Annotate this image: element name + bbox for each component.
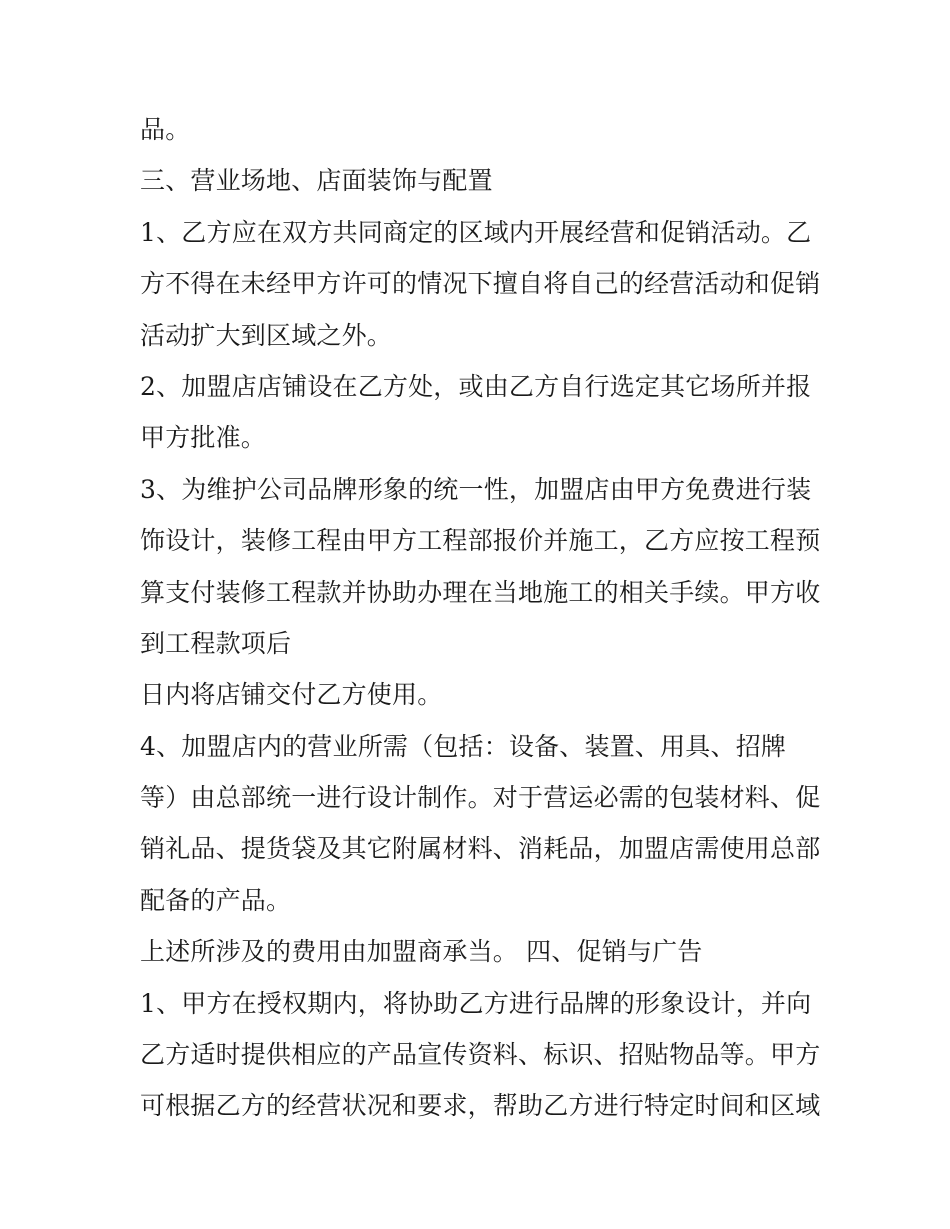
text-line: 上述所涉及的费用由加盟商承当。 四、促销与广告 [140, 937, 703, 967]
text-line: 3、为维护公司品牌形象的统一性，加盟店由甲方免费进行装 [140, 474, 812, 504]
text-line: 方不得在未经甲方许可的情况下擅自将自己的经营活动和促销 [140, 269, 821, 299]
text-line: 销礼品、提货袋及其它附属材料、消耗品，加盟店需使用总部 [140, 834, 821, 864]
document-body [140, 104, 821, 1132]
text-line: 饰设计，装修工程由甲方工程部报价并施工，乙方应按工程预 [140, 526, 821, 556]
text-line: 配备的产品。 [140, 885, 292, 915]
text-line: 品。 [140, 115, 191, 144]
text-line: 到工程款项后 [140, 628, 292, 658]
text-line: 可根据乙方的经营状况和要求，帮助乙方进行特定时间和区域 [140, 1091, 821, 1121]
section-heading: 三、营业场地、店面装饰与配置 [140, 166, 493, 196]
text-line: 日内将店铺交付乙方使用。 [140, 680, 443, 710]
text-line: 2、加盟店店铺设在乙方处，或由乙方自行选定其它场所并报 [140, 371, 812, 401]
text-line: 1、甲方在授权期内，将协助乙方进行品牌的形象设计，并向 [140, 988, 812, 1018]
text-line: 1、乙方应在双方共同商定的区域内开展经营和促销活动。乙 [140, 217, 812, 247]
text-line: 活动扩大到区域之外。 [140, 320, 393, 350]
text-line: 乙方适时提供相应的产品宣传资料、标识、招贴物品等。甲方 [140, 1040, 821, 1070]
text-line: 4、加盟店内的营业所需（包括：设备、装置、用具、招牌 [140, 731, 787, 761]
text-line: 算支付装修工程款并协助办理在当地施工的相关手续。甲方收 [140, 577, 821, 607]
text-line: 等）由总部统一进行设计制作。对于营运必需的包装材料、促 [140, 783, 821, 813]
text-line: 甲方批准。 [140, 423, 267, 453]
